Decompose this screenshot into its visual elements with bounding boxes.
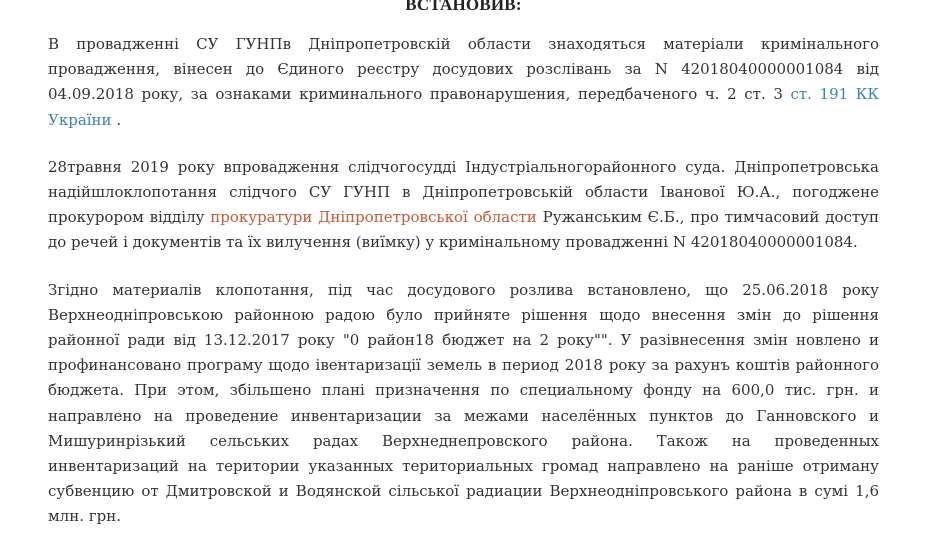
section-heading: ВСТАНОВИВ: (405, 0, 522, 14)
paragraph-3: Згідно материалів клопотання, під час досудового розлива встановлено, що 25.06.2018 року Верхнеодніпровською районною радою було прийняте рішення щодо внесення змін до рішення районної ради від 13.12.2017 року "0 район18 бюджет на 2 року"". У разівнесення змін новлено и профинансовано програму щодо івентаризації земель в период 2018 року за рахунъ коштів районного бюджета. При этом, збільшено плані призначення по специальному фонду на 600,0 тис. грн. и направлено на проведение инвентаризации за межами населённых пунктов до Ганновского и Мишуринрізький сельських радах Верхнеднепровского района. Також на проведенных инвентаризаций на територии указанных териториальных громад направлено на раніше отриману субвенцию от Дмитровской и Водянской сільської радиации Верхнеодніпровського района в сумі 1,6 млн. грн. (48, 280, 879, 526)
criminal-code-article-link[interactable]: ст. 191 КК України (48, 85, 879, 129)
paragraph-2 (48, 155, 879, 256)
prosecutor-office-link[interactable]: прокуратури Дніпропетровської области (210, 208, 537, 227)
paragraph-1-text-start: В провадженні СУ ГУНПв Дніпропетровскій области знаходяться матеріали кримінального провадження, вінесен до Єдиного реєстру досудових розслівань за N 42018040000001084 від 04.09.2018 року, за ознаками криминального правонарушения, передбаченого ч. 2 ст. 3 (48, 35, 879, 104)
paragraph-1 (48, 32, 879, 133)
document-body (48, 0, 879, 552)
paragraph-2-text-start: 28травня 2019 року впровадження слідчогосудді Індустріальногорайонного суда. Дніпропетровська надійшлоклопотання слідчого СУ ГУНП в Дніпропетровській области Іванової Ю.А., погоджене прокурором відділу (48, 157, 879, 227)
paragraph-1-text-end: . (111, 110, 122, 129)
paragraph-2-text-end: Ружанським Є.Б., про тимчасовий доступ до речей і документів та їх вилучення (виїмку) у кримінальному провадженні N 42018040000001084. (48, 208, 879, 252)
